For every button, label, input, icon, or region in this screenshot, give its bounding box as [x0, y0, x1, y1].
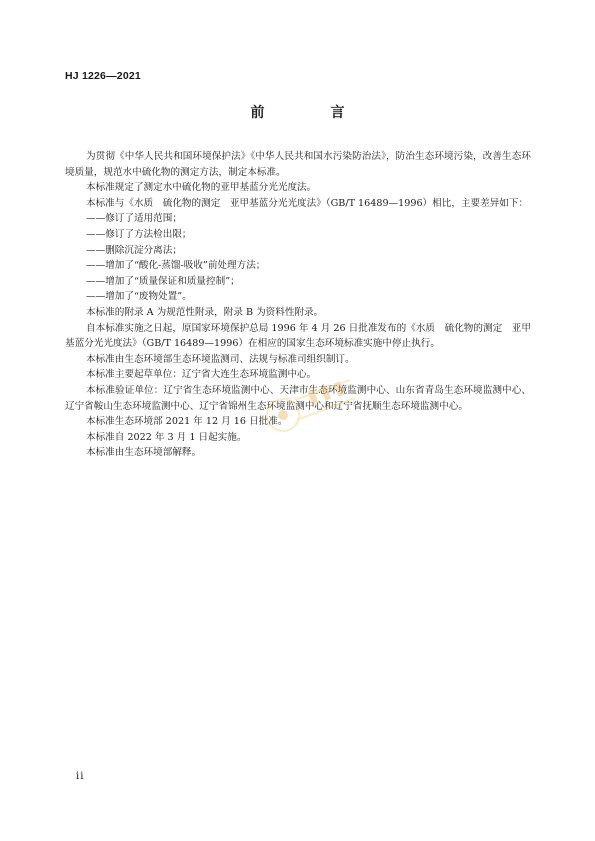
- paragraph-approval: 本标准生态环境部 2021 年 12 月 16 日批准。: [86, 416, 288, 428]
- foreword-body: [65, 149, 531, 461]
- list-item: ——增加了“质量保证和质量控制”；: [86, 275, 240, 287]
- paragraph-drafter: 本标准主要起草单位：辽宁省大连生态环境监测中心。: [86, 369, 317, 381]
- page-title: 前 言: [250, 105, 371, 121]
- list-item: ——修订了适用范围；: [86, 213, 182, 225]
- page-number: ii: [76, 771, 85, 782]
- standard-code: HJ 1226—2021: [65, 70, 141, 82]
- paragraph-scope: 本标准规定了测定水中硫化物的亚甲基蓝分光光度法。: [86, 182, 317, 194]
- paragraph-effective-replacement: 自本标准实施之日起，原国家环境保护总局 1996 年 4 月 26 日批准发布的《水质 硫化物的测定 亚甲基蓝分光光度法》（GB/T 16489—1996）在相应的国家生态环境标准实施中停止执行。: [65, 322, 531, 350]
- paragraph-appendix: 本标准的附录 A 为规范性附录，附录 B 为资料性附录。: [86, 306, 324, 318]
- list-item: ——增加了“废物处置”。: [86, 291, 192, 303]
- list-item: ——增加了“酸化-蒸馏-吸收”前处理方法；: [86, 260, 266, 272]
- paragraph-interpretation: 本标准由生态环境部解释。: [86, 447, 202, 459]
- paragraph-implementation: 本标准自 2022 年 3 月 1 日起实施。: [86, 431, 247, 443]
- paragraph-comparison: 本标准与《水质 硫化物的测定 亚甲基蓝分光光度法》（GB/T 16489—1996）相比，主要差异如下：: [86, 197, 529, 209]
- list-item: ——修订了方法检出限；: [86, 228, 192, 240]
- list-item: ——删除沉淀分离法；: [86, 244, 182, 256]
- paragraph-organizer: 本标准由生态环境部生态环境监测司、法规与标准司组织制订。: [86, 353, 355, 365]
- paragraph-validators: 本标准验证单位：辽宁省生态环境监测中心、天津市生态环境监测中心、山东省青岛生态环境监测中心、辽宁省鞍山生态环境监测中心、辽宁省锦州生态环境监测中心和辽宁省抚顺生态环境监测中心。: [65, 384, 531, 412]
- paragraph-purpose: 为贯彻《中华人民共和国环境保护法》《中华人民共和国水污染防治法》，防治生态环境污染，改善生态环境质量，规范水中硫化物的测定方法，制定本标准。: [65, 151, 531, 178]
